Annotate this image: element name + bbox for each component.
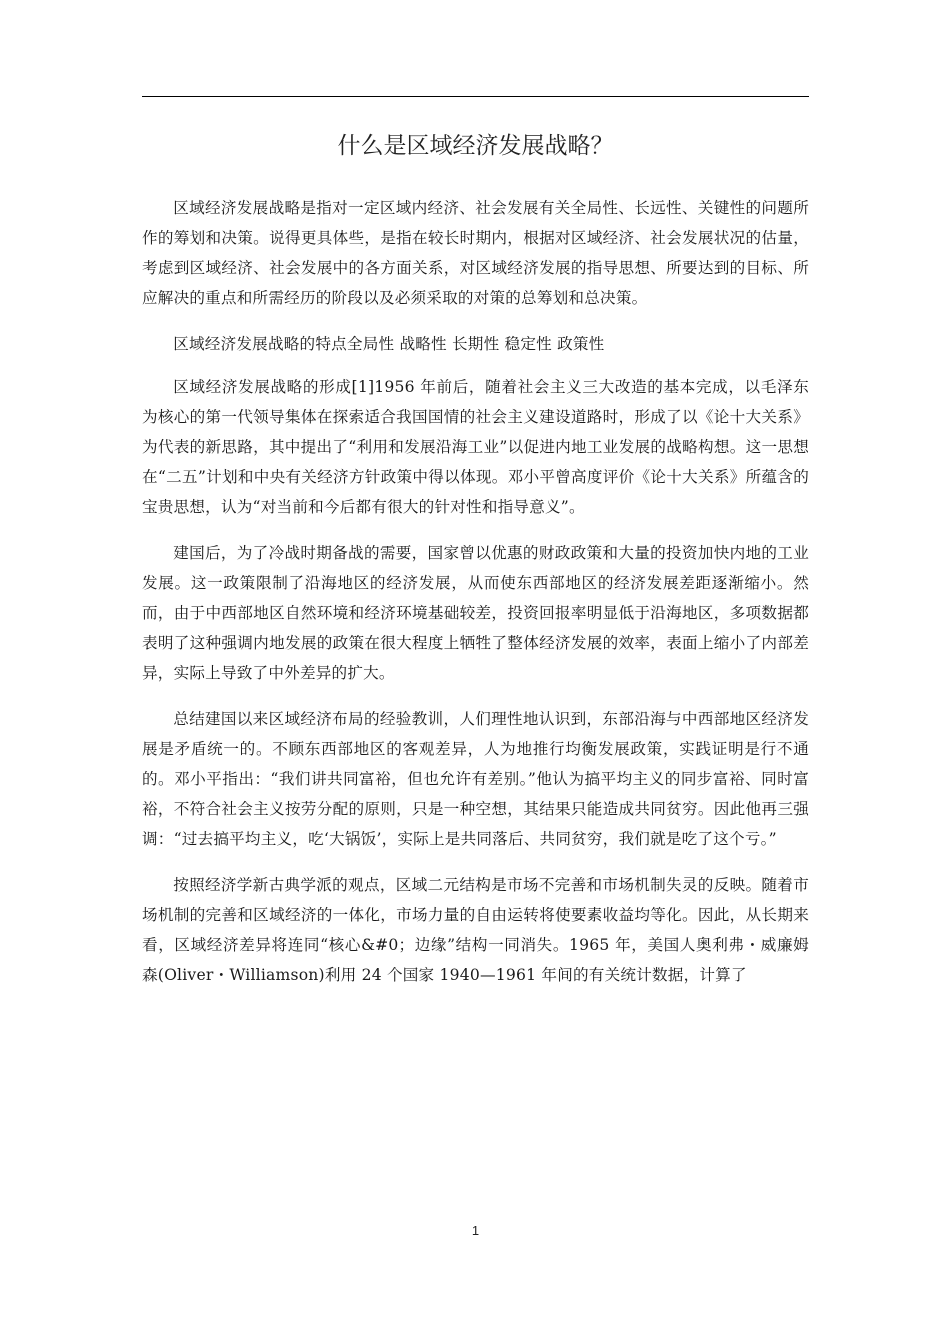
paragraph-formation: 区域经济发展战略的形成[1]1956 年前后，随着社会主义三大改造的基本完成，以毛泽东为核心的第一代领导集体在探索适合我国国情的社会主义建设道路时，形成了以《论十大关系》为代表的新思路，其中提出了“利用和发展沿海工业”以促进内地工业发展的战略构想。这一思想在“二五”计划和中央有关经济方针政策中得以体现。邓小平曾高度评价《论十大关系》所蕴含的宝贵思想，认为“对当前和今后都有很大的针对性和指导意义”。: [142, 378, 809, 516]
page-title: 什么是区域经济发展战略？: [337, 133, 614, 159]
document-body: [142, 193, 809, 1006]
page-number: 1: [471, 1223, 480, 1238]
header-rule: [142, 96, 809, 97]
paragraph-post-founding: 建国后，为了冷战时期备战的需要，国家曾以优惠的财政政策和大量的投资加快内地的工业发展。这一政策限制了沿海地区的经济发展，从而使东西部地区的经济发展差距逐渐缩小。然而，由于中西部地区自然环境和经济环境基础较差，投资回报率明显低于沿海地区，多项数据都表明了这种强调内地发展的政策在很大程度上牺牲了整体经济发展的效率，表面上缩小了内部差异，实际上导致了中外差异的扩大。: [142, 544, 809, 682]
paragraph-definition: 区域经济发展战略是指对一定区域内经济、社会发展有关全局性、长远性、关键性的问题所作的筹划和决策。说得更具体些，是指在较长时期内，根据对区域经济、社会发展状况的估量，考虑到区域经济、社会发展中的各方面关系，对区域经济发展的指导思想、所要达到的目标、所应解决的重点和所需经历的阶段以及必须采取的对策的总筹划和总决策。: [142, 199, 809, 307]
paragraph-features: 区域经济发展战略的特点全局性 战略性 长期性 稳定性 政策性: [173, 335, 605, 353]
paragraph-lessons: 总结建国以来区域经济布局的经验教训，人们理性地认识到，东部沿海与中西部地区经济发展是矛盾统一的。不顾东西部地区的客观差异，人为地推行均衡发展政策，实践证明是行不通的。邓小平指出：“我们讲共同富裕，但也允许有差别。”他认为搞平均主义的同步富裕、同时富裕，不符合社会主义按劳分配的原则，只是一种空想，其结果只能造成共同贫穷。因此他再三强调：“过去搞平均主义，吃‘大锅饭’，实际上是共同落后、共同贫穷，我们就是吃了这个亏。”: [142, 710, 809, 848]
paragraph-neoclassical: 按照经济学新古典学派的观点，区域二元结构是市场不完善和市场机制失灵的反映。随着市场机制的完善和区域经济的一体化，市场力量的自由运转将使要素收益均等化。因此，从长期来看，区域经济差异将连同“核心&#0；边缘”结构一同消失。1965 年，美国人奥利弗・威廉姆森(Oliver・Williamson)利用 24 个国家 1940—1961 年间的有关统计数据，计算了: [142, 876, 809, 984]
